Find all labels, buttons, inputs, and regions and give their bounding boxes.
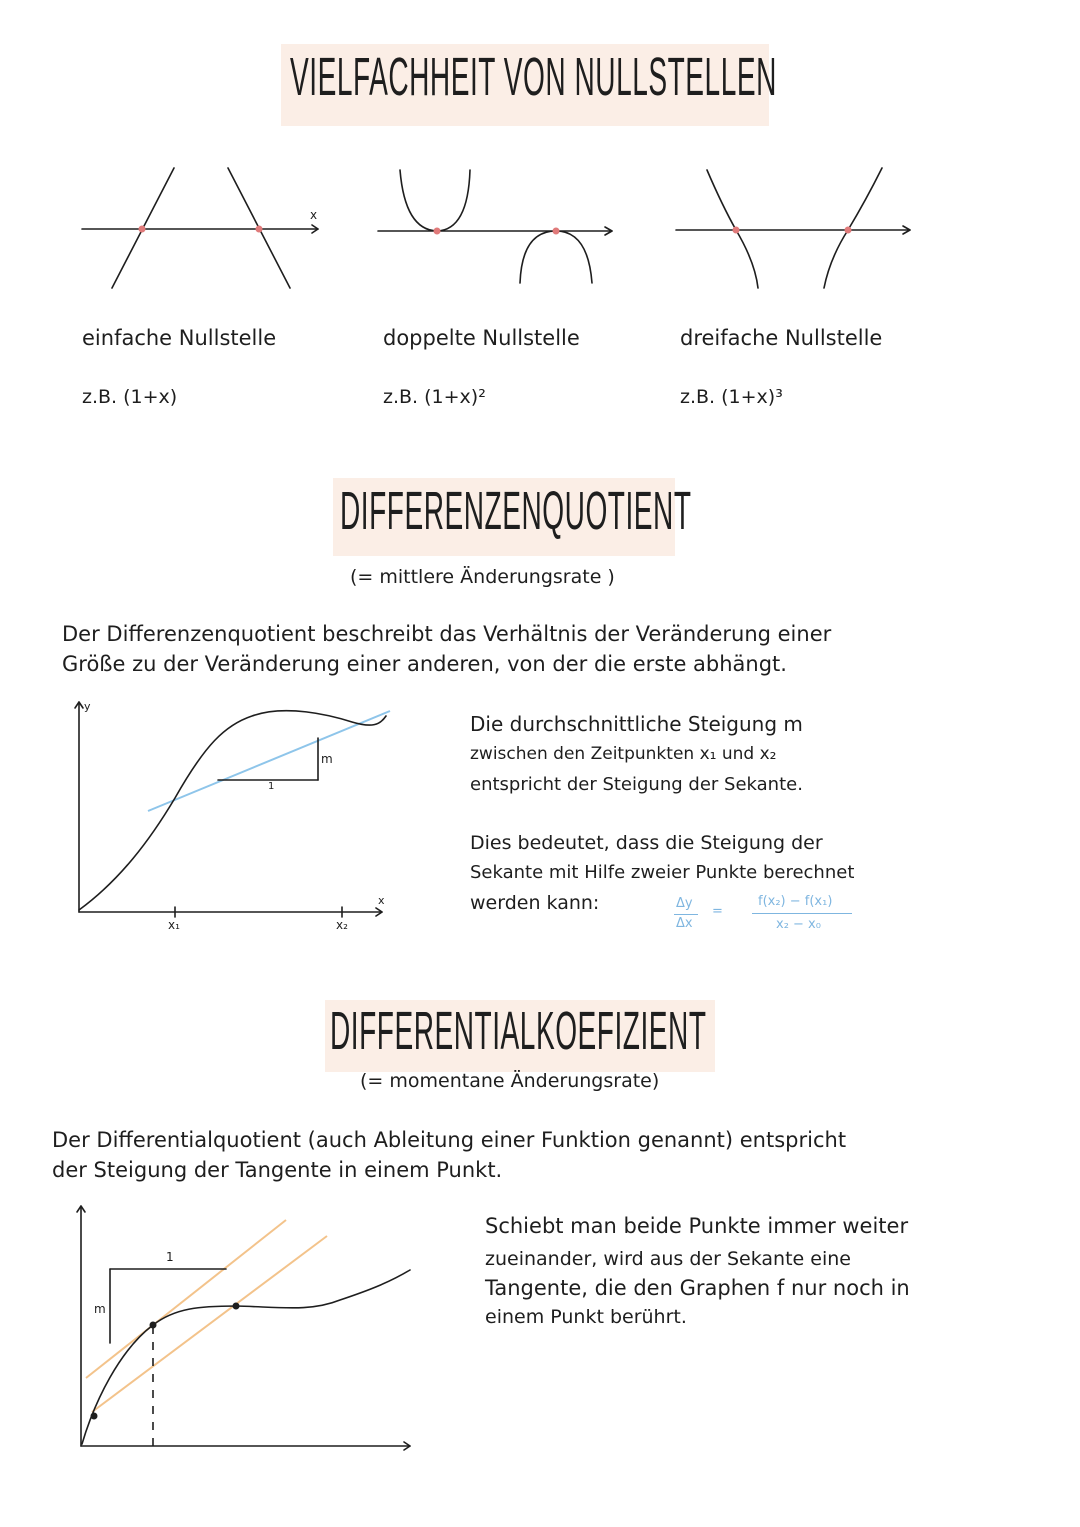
desc-line-2: zueinander, wird aus der Sekante eine <box>485 1248 851 1270</box>
one-label: 1 <box>268 781 275 792</box>
label-triple-zero: dreifache Nullstelle <box>680 326 883 350</box>
desc2-line-2: Sekante mit Hilfe zweier Punkte berechnet <box>470 862 855 883</box>
desc-line-3: Tangente, die den Graphen f nur noch in <box>485 1276 910 1300</box>
example-triple-zero: z.B. (1+x)³ <box>680 386 783 408</box>
desc2-line-1: Dies bedeutet, dass die Steigung der <box>470 832 823 854</box>
x-axis-label: x <box>378 894 385 907</box>
paragraph-line-1: Der Differentialquotient (auch Ableitung einer Funktion genannt) entspricht <box>52 1128 847 1152</box>
example-simple-zero: z.B. (1+x) <box>82 386 178 408</box>
point-lower <box>91 1413 98 1420</box>
formula-denominator: x₂ − x₀ <box>776 917 821 932</box>
x2-label: x₂ <box>336 918 348 932</box>
x1-label: x₁ <box>168 918 180 932</box>
desc-line-3: entspricht der Steigung der Sekante. <box>470 774 803 795</box>
one-label: 1 <box>166 1250 174 1264</box>
point-upper <box>233 1303 240 1310</box>
tangent-line-2 <box>92 1236 327 1412</box>
desc-line-1: Schiebt man beide Punkte immer weiter <box>485 1214 909 1238</box>
paragraph-line-2: Größe zu der Veränderung einer anderen, von der die erste abhängt. <box>62 652 787 676</box>
desc-line-2: zwischen den Zeitpunkten x₁ und x₂ <box>470 744 777 764</box>
paragraph-line-1: Der Differenzenquotient beschreibt das Verhältnis der Veränderung einer <box>62 622 832 646</box>
section-subtitle: (= mittlere Änderungsrate ) <box>350 566 615 588</box>
tangent-line-1 <box>86 1220 286 1378</box>
desc-line-4: einem Punkt berührt. <box>485 1306 687 1328</box>
formula-delta-y: Δy <box>676 896 693 911</box>
label-simple-zero: einfache Nullstelle <box>82 326 277 350</box>
tangent-point <box>150 1322 157 1329</box>
m-label: m <box>321 752 333 766</box>
x-axis-label: x <box>310 208 318 222</box>
page-title: VIELFACHHEIT VON NULLSTELLEN <box>290 47 777 107</box>
paragraph-line-2: der Steigung der Tangente in einem Punkt. <box>52 1158 503 1182</box>
desc2-line-3: werden kann: <box>470 892 600 914</box>
formula-equals: = <box>712 904 723 919</box>
section-title-differential-quotient: DIFFERENTIALKOEFIZIENT <box>330 1001 707 1061</box>
formula-delta-x: Δx <box>676 916 693 931</box>
formula-numerator: f(x₂) − f(x₁) <box>758 894 833 909</box>
desc-line-1: Die durchschnittliche Steigung m <box>470 712 803 736</box>
section-subtitle: (= momentane Änderungsrate) <box>360 1070 660 1092</box>
section-title-difference-quotient: DIFFERENZENQUOTIENT <box>340 481 692 541</box>
y-axis-label: y <box>84 700 91 713</box>
label-double-zero: doppelte Nullstelle <box>383 326 580 350</box>
m-label: m <box>94 1302 106 1316</box>
example-double-zero: z.B. (1+x)² <box>383 386 486 408</box>
